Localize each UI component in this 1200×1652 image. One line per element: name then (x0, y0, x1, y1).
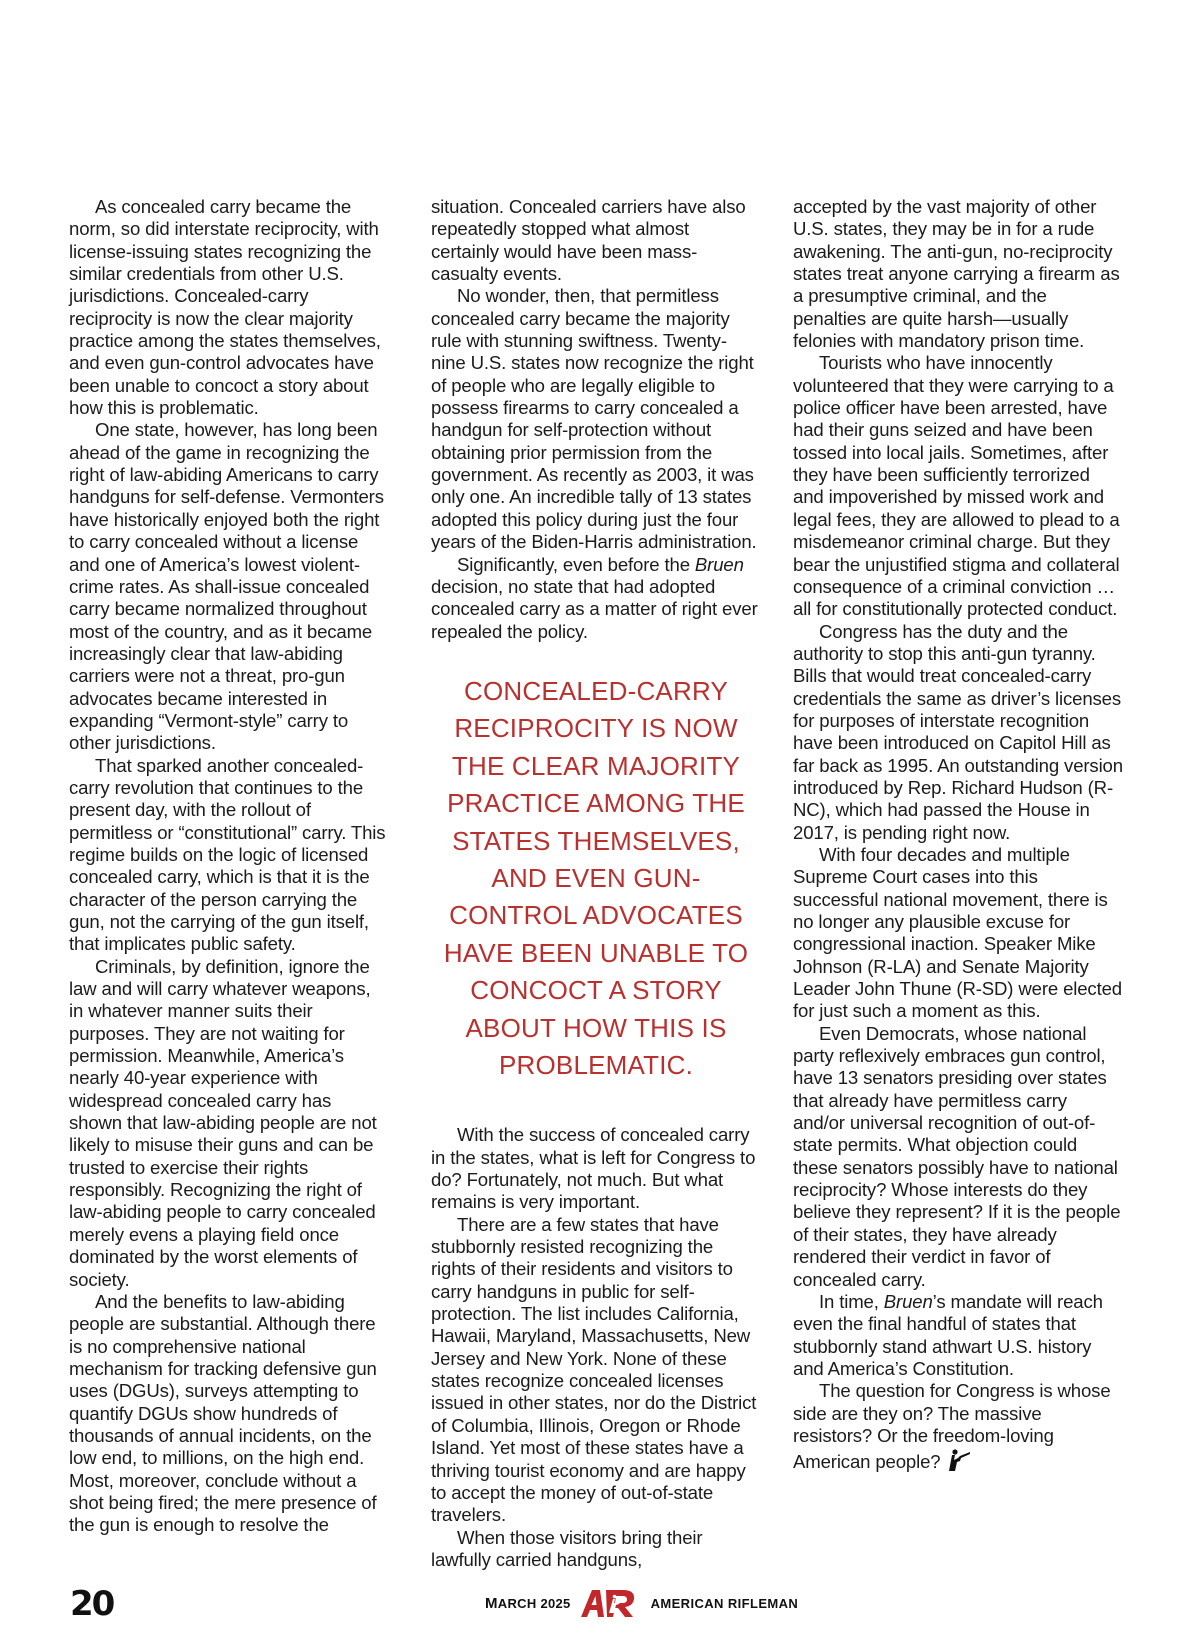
issue-date-initial: M (485, 1594, 498, 1612)
paragraph (431, 554, 761, 643)
paragraph-continued: accepted by the vast majority of other U.S. states, they may be in for a rude awakening. The anti-gun, no-reciprocity states treat anyone carrying a firearm as a presumptive criminal, and the penalties are quite harsh—usually felonies with mandatory prison time. (793, 196, 1120, 352)
issue-date-rest: ARCH 2025 (497, 1595, 571, 1611)
text-run: decision, no state that had adopted concealed carry as a matter of right ever repealed the policy. (431, 575, 758, 642)
paragraph: With the success of concealed carry in the states, what is left for Congress to do? Fortunately, not much. But what remains is very important. (431, 1124, 756, 1213)
paragraph: With four decades and multiple Supreme Court cases into this successful national movement, there is no longer any plausible excuse for congressional inaction. Speaker Mike Johnson (R-LA) and Senate Majority Leader John Thune (R-SD) were elected for just such a moment as this. (793, 843, 1122, 1022)
case-name-italic: Bruen (883, 1290, 933, 1312)
text-run: Significantly, even before the (457, 553, 695, 575)
magazine-name: AMERICAN RIFLEMAN (650, 1595, 799, 1611)
paragraph: Even Democrats, whose national party reflexively embraces gun control, have 13 senators presiding over states that already have permitless carry and/or universal recognition of out-of-state permits. What objection could these senators possibly have to national reciprocity? Whose interests do they believe they represent? If it is the people of their states, they have already rendered their verdict in favor of concealed carry. (793, 1022, 1121, 1290)
issue-date (485, 1595, 571, 1612)
case-name-italic: Bruen (694, 553, 744, 575)
paragraph: Tourists who have innocently volunteered that they were carrying to a police officer have been arrested, have had their guns seized and have been tossed into local jails. Sometimes, after they have been sufficiently terrorized and impoverished by missed work and legal fees, they are allowed to plead to a misdemeanor criminal charge. But they bear the unjustified stigma and collateral consequence of a criminal conviction … all for constitutionally protected conduct. (793, 352, 1120, 620)
paragraph: When those visitors bring their lawfully carried handguns, (431, 1526, 703, 1570)
paragraph: Criminals, by definition, ignore the law and will carry whatever weapons, in whatever manner suits their purposes. They are not waiting for permission. Meanwhile, America’s nearly 40-year experience with widespread concealed carry has shown that law-abiding people are not likely to misuse their guns and can be trusted to exercise their rights responsibly. Recognizing the right of law-abiding people to carry concealed merely evens a playing field once dominated by the worst elements of society. (69, 955, 377, 1290)
paragraph: That sparked another concealed-carry revolution that continues to the present day, with the rollout of permitless or “constitutional” carry. This regime builds on the logic of licensed concealed carry, which is that it is the character of the person carrying the gun, not the carrying of the gun itself, that implicates public safety. (69, 754, 386, 955)
paragraph: One state, however, has long been ahead of the game in recognizing the right of law-abiding Americans to carry handguns for self-defense. Vermonters have historically enjoyed both the right to carry concealed without a license and one of America’s lowest violent-crime rates. As shall-issue concealed carry became normalized throughout most of the country, and as it became increasingly clear that law-abiding carriers were not a threat, pro-gun advocates became interested in expanding “Vermont-style” carry to other jurisdictions. (69, 419, 384, 754)
article-column-1 (69, 196, 387, 1537)
paragraph (793, 1380, 1123, 1473)
text-run: ’s mandate will reach even the final handful of states that stubbornly stand athwart U.S. history and America’s Constitution. (793, 1290, 1103, 1379)
text-run: The question for Congress is whose side are they on? The massive resistors? Or the freedom-loving American people? (793, 1380, 1111, 1473)
paragraph: And the benefits to law-abiding people are substantial. Although there is no comprehensive national mechanism for tracking defensive gun uses (DGUs), surveys attempting to quantify DGUs show hundreds of thousands of annual incidents, on the low end, to millions, on the high end. Most, moreover, conclude without a shot being fired; the mere presence of the gun is enough to resolve the (69, 1290, 377, 1536)
paragraph: There are a few states that have stubbornly resisted recognizing the rights of their residents and visitors to carry handguns in public for self-protection. The list includes California, Hawaii, Maryland, Massachusetts, New Jersey and New York. None of these states recognize concealed licenses issued in other states, nor do the District of Columbia, Illinois, Oregon or Rhode Island. Yet most of these states have a thriving tourist economy and are happy to accept the money of out-of-state travelers. (431, 1213, 757, 1526)
paragraph-continued: situation. Concealed carriers have also repeatedly stopped what almost certainly would have been mass-casualty events. (431, 196, 746, 285)
paragraph: No wonder, then, that permitless concealed carry became the majority rule with stunning swiftness. Twenty-nine U.S. states now recognize the right of people who are legally eligible to possess firearms to carry concealed a handgun for self-protection without obtaining prior permission from the government. As recently as 2003, it was only one. An incredible tally of 13 states adopted this policy during just the four years of the Biden-Harris administration. (431, 285, 757, 553)
paragraph: As concealed carry became the norm, so did interstate reciprocity, with license-issuing states recognizing the similar credentials from other U.S. jurisdictions. Concealed-carry reciprocity is now the clear majority practice among the states themselves, and even gun-control advocates have been unable to concoct a story about how this is problematic. (69, 196, 381, 419)
rifleman-end-mark-icon (946, 1447, 972, 1473)
pull-quote: CONCEALED-CARRY RECIPROCITY IS NOW THE CLEAR MAJORITY PRACTICE AMONG THE STATES THEMSELVES, AND EVEN GUN-CONTROL ADVOCATES HAVE BEEN UNABLE TO CONCOCT A STORY ABOUT HOW THIS IS PROBLEMATIC. (443, 675, 749, 1080)
page-footer (485, 1587, 798, 1619)
paragraph (793, 1291, 1123, 1380)
paragraph: Congress has the duty and the authority to stop this anti-gun tyranny. Bills that would treat concealed-carry credentials the same as driver’s licenses for purposes of interstate recognition have been introduced on Capitol Hill as far back as 1995. An outstanding version introduced by Rep. Richard Hudson (R-NC), which had passed the House in 2017, is pending right now. (793, 620, 1123, 843)
page-number: 20 (70, 1584, 114, 1624)
article-column-3 (793, 196, 1123, 1474)
text-run: In time, (819, 1290, 884, 1312)
article-column-2 (431, 196, 761, 1571)
ar-logo-icon (579, 1587, 643, 1619)
